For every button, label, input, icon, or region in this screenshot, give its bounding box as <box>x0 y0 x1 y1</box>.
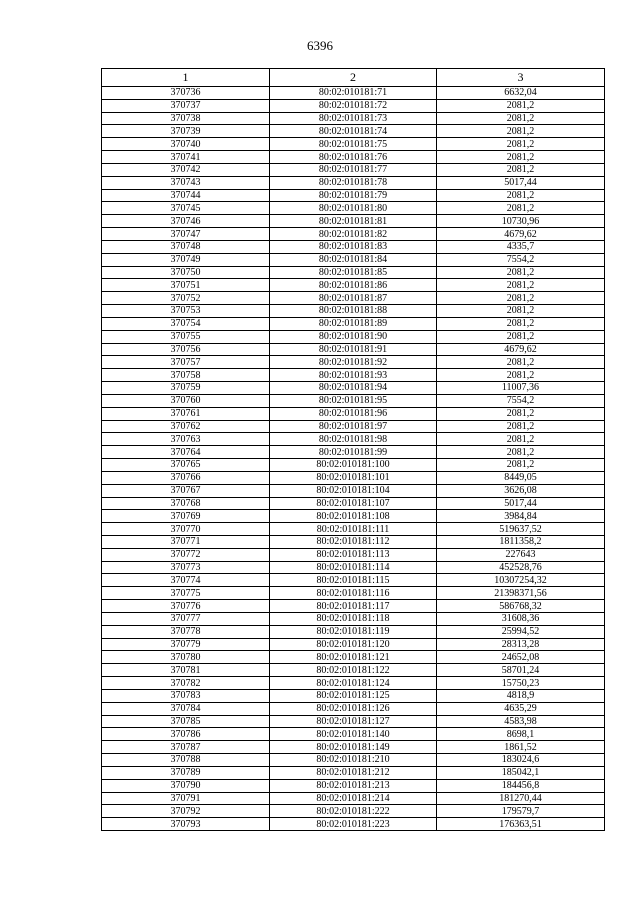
cell-number: 370790 <box>102 779 270 792</box>
cell-number: 370740 <box>102 138 270 151</box>
header-row <box>102 69 605 87</box>
cell-cadastral-id: 80:02:010181:115 <box>270 574 437 587</box>
table-row <box>102 266 605 279</box>
cell-value: 2081,2 <box>437 151 605 164</box>
table-row <box>102 574 605 587</box>
cell-cadastral-id: 80:02:010181:83 <box>270 240 437 253</box>
table-row <box>102 728 605 741</box>
cell-value: 4679,62 <box>437 228 605 241</box>
cell-value: 2081,2 <box>437 356 605 369</box>
table-row <box>102 510 605 523</box>
table-row <box>102 497 605 510</box>
table-row <box>102 151 605 164</box>
cell-number: 370744 <box>102 189 270 202</box>
cell-cadastral-id: 80:02:010181:92 <box>270 356 437 369</box>
cell-number: 370739 <box>102 125 270 138</box>
cell-value: 10730,96 <box>437 215 605 228</box>
cell-cadastral-id: 80:02:010181:127 <box>270 715 437 728</box>
table-row <box>102 459 605 472</box>
cell-value: 1811358,2 <box>437 535 605 548</box>
cell-number: 370749 <box>102 253 270 266</box>
cell-number: 370787 <box>102 741 270 754</box>
cell-cadastral-id: 80:02:010181:99 <box>270 446 437 459</box>
cell-number: 370737 <box>102 99 270 112</box>
cell-cadastral-id: 80:02:010181:116 <box>270 587 437 600</box>
cell-number: 370761 <box>102 407 270 420</box>
cell-value: 586768,32 <box>437 600 605 613</box>
cell-value: 181270,44 <box>437 792 605 805</box>
cell-cadastral-id: 80:02:010181:112 <box>270 535 437 548</box>
cell-value: 5017,44 <box>437 497 605 510</box>
table-row <box>102 382 605 395</box>
cell-number: 370756 <box>102 343 270 356</box>
cell-number: 370792 <box>102 805 270 818</box>
cell-number: 370743 <box>102 176 270 189</box>
table-body <box>102 87 605 831</box>
cell-number: 370780 <box>102 651 270 664</box>
cell-number: 370755 <box>102 330 270 343</box>
table-row <box>102 253 605 266</box>
cell-number: 370760 <box>102 394 270 407</box>
cell-number: 370791 <box>102 792 270 805</box>
cell-value: 2081,2 <box>437 138 605 151</box>
cell-number: 370769 <box>102 510 270 523</box>
cell-value: 2081,2 <box>437 99 605 112</box>
cell-number: 370793 <box>102 818 270 831</box>
cell-number: 370765 <box>102 459 270 472</box>
cell-cadastral-id: 80:02:010181:75 <box>270 138 437 151</box>
cell-value: 2081,2 <box>437 305 605 318</box>
column-header: 3 <box>437 69 605 87</box>
cell-number: 370784 <box>102 702 270 715</box>
table-row <box>102 535 605 548</box>
table-row <box>102 818 605 831</box>
cell-cadastral-id: 80:02:010181:79 <box>270 189 437 202</box>
table-row <box>102 317 605 330</box>
table-row <box>102 356 605 369</box>
cell-cadastral-id: 80:02:010181:86 <box>270 279 437 292</box>
cell-value: 2081,2 <box>437 459 605 472</box>
cell-value: 4335,7 <box>437 240 605 253</box>
table-row <box>102 99 605 112</box>
cell-value: 6632,04 <box>437 87 605 100</box>
cell-number: 370779 <box>102 638 270 651</box>
cell-cadastral-id: 80:02:010181:78 <box>270 176 437 189</box>
cell-value: 3984,84 <box>437 510 605 523</box>
table-row <box>102 189 605 202</box>
table-row <box>102 394 605 407</box>
cell-value: 28313,28 <box>437 638 605 651</box>
table-row <box>102 471 605 484</box>
table-row <box>102 805 605 818</box>
cell-value: 2081,2 <box>437 292 605 305</box>
cell-number: 370752 <box>102 292 270 305</box>
cell-cadastral-id: 80:02:010181:81 <box>270 215 437 228</box>
table-row <box>102 792 605 805</box>
cell-number: 370777 <box>102 612 270 625</box>
cell-value: 176363,51 <box>437 818 605 831</box>
cell-value: 2081,2 <box>437 112 605 125</box>
cell-value: 10307254,32 <box>437 574 605 587</box>
cell-cadastral-id: 80:02:010181:77 <box>270 163 437 176</box>
cell-value: 8698,1 <box>437 728 605 741</box>
cell-value: 25994,52 <box>437 625 605 638</box>
cell-cadastral-id: 80:02:010181:84 <box>270 253 437 266</box>
cell-cadastral-id: 80:02:010181:94 <box>270 382 437 395</box>
table-row <box>102 305 605 318</box>
table-row <box>102 766 605 779</box>
cell-cadastral-id: 80:02:010181:111 <box>270 523 437 536</box>
cell-number: 370783 <box>102 689 270 702</box>
cell-number: 370773 <box>102 561 270 574</box>
cell-number: 370741 <box>102 151 270 164</box>
data-table <box>101 68 605 831</box>
cell-value: 2081,2 <box>437 163 605 176</box>
cell-cadastral-id: 80:02:010181:101 <box>270 471 437 484</box>
cell-value: 452528,76 <box>437 561 605 574</box>
table-row <box>102 138 605 151</box>
cell-number: 370748 <box>102 240 270 253</box>
cell-number: 370766 <box>102 471 270 484</box>
cell-number: 370782 <box>102 677 270 690</box>
cell-cadastral-id: 80:02:010181:126 <box>270 702 437 715</box>
cell-cadastral-id: 80:02:010181:210 <box>270 754 437 767</box>
cell-number: 370778 <box>102 625 270 638</box>
cell-value: 3626,08 <box>437 484 605 497</box>
cell-value: 519637,52 <box>437 523 605 536</box>
cell-value: 8449,05 <box>437 471 605 484</box>
table-row <box>102 176 605 189</box>
cell-value: 2081,2 <box>437 266 605 279</box>
cell-number: 370781 <box>102 664 270 677</box>
cell-cadastral-id: 80:02:010181:214 <box>270 792 437 805</box>
cell-cadastral-id: 80:02:010181:120 <box>270 638 437 651</box>
cell-cadastral-id: 80:02:010181:117 <box>270 600 437 613</box>
cell-cadastral-id: 80:02:010181:213 <box>270 779 437 792</box>
cell-cadastral-id: 80:02:010181:72 <box>270 99 437 112</box>
table-row <box>102 548 605 561</box>
cell-cadastral-id: 80:02:010181:122 <box>270 664 437 677</box>
cell-cadastral-id: 80:02:010181:125 <box>270 689 437 702</box>
table-row <box>102 215 605 228</box>
cell-number: 370774 <box>102 574 270 587</box>
cell-cadastral-id: 80:02:010181:119 <box>270 625 437 638</box>
cell-cadastral-id: 80:02:010181:74 <box>270 125 437 138</box>
cell-number: 370751 <box>102 279 270 292</box>
table-row <box>102 407 605 420</box>
cell-value: 183024,6 <box>437 754 605 767</box>
cell-value: 31608,36 <box>437 612 605 625</box>
table-row <box>102 651 605 664</box>
cell-number: 370767 <box>102 484 270 497</box>
cell-value: 7554,2 <box>437 253 605 266</box>
cell-cadastral-id: 80:02:010181:98 <box>270 433 437 446</box>
cell-value: 184456,8 <box>437 779 605 792</box>
cell-value: 4679,62 <box>437 343 605 356</box>
table-row <box>102 202 605 215</box>
cell-value: 185042,1 <box>437 766 605 779</box>
cell-value: 5017,44 <box>437 176 605 189</box>
cell-number: 370747 <box>102 228 270 241</box>
table-row <box>102 228 605 241</box>
cell-value: 4583,98 <box>437 715 605 728</box>
cell-cadastral-id: 80:02:010181:124 <box>270 677 437 690</box>
cell-value: 2081,2 <box>437 330 605 343</box>
table-row <box>102 330 605 343</box>
table-row <box>102 446 605 459</box>
cell-cadastral-id: 80:02:010181:104 <box>270 484 437 497</box>
cell-value: 2081,2 <box>437 189 605 202</box>
cell-cadastral-id: 80:02:010181:114 <box>270 561 437 574</box>
table-row <box>102 600 605 613</box>
table-row <box>102 689 605 702</box>
cell-value: 1861,52 <box>437 741 605 754</box>
cell-cadastral-id: 80:02:010181:108 <box>270 510 437 523</box>
cell-cadastral-id: 80:02:010181:222 <box>270 805 437 818</box>
cell-cadastral-id: 80:02:010181:73 <box>270 112 437 125</box>
cell-number: 370750 <box>102 266 270 279</box>
cell-value: 2081,2 <box>437 317 605 330</box>
cell-number: 370776 <box>102 600 270 613</box>
cell-value: 24652,08 <box>437 651 605 664</box>
cell-number: 370746 <box>102 215 270 228</box>
table-row <box>102 87 605 100</box>
cell-number: 370775 <box>102 587 270 600</box>
cell-cadastral-id: 80:02:010181:93 <box>270 369 437 382</box>
cell-value: 2081,2 <box>437 369 605 382</box>
table-row <box>102 343 605 356</box>
cell-cadastral-id: 80:02:010181:107 <box>270 497 437 510</box>
cell-value: 58701,24 <box>437 664 605 677</box>
cell-number: 370759 <box>102 382 270 395</box>
cell-number: 370770 <box>102 523 270 536</box>
cell-number: 370788 <box>102 754 270 767</box>
table-row <box>102 433 605 446</box>
table-row <box>102 612 605 625</box>
cell-cadastral-id: 80:02:010181:113 <box>270 548 437 561</box>
table-row <box>102 125 605 138</box>
cell-number: 370772 <box>102 548 270 561</box>
cell-value: 227643 <box>437 548 605 561</box>
table-row <box>102 369 605 382</box>
cell-number: 370736 <box>102 87 270 100</box>
cell-number: 370763 <box>102 433 270 446</box>
cell-value: 21398371,56 <box>437 587 605 600</box>
table-row <box>102 561 605 574</box>
cell-cadastral-id: 80:02:010181:76 <box>270 151 437 164</box>
cell-value: 179579,7 <box>437 805 605 818</box>
cell-cadastral-id: 80:02:010181:87 <box>270 292 437 305</box>
cell-cadastral-id: 80:02:010181:121 <box>270 651 437 664</box>
table-row <box>102 420 605 433</box>
table-row <box>102 754 605 767</box>
cell-number: 370786 <box>102 728 270 741</box>
cell-cadastral-id: 80:02:010181:91 <box>270 343 437 356</box>
cell-cadastral-id: 80:02:010181:149 <box>270 741 437 754</box>
table-row <box>102 112 605 125</box>
cell-number: 370757 <box>102 356 270 369</box>
cell-cadastral-id: 80:02:010181:85 <box>270 266 437 279</box>
table-row <box>102 625 605 638</box>
cell-value: 7554,2 <box>437 394 605 407</box>
cell-value: 4818,9 <box>437 689 605 702</box>
cell-cadastral-id: 80:02:010181:140 <box>270 728 437 741</box>
table-row <box>102 279 605 292</box>
cell-number: 370785 <box>102 715 270 728</box>
column-header: 2 <box>270 69 437 87</box>
table-row <box>102 664 605 677</box>
table-row <box>102 702 605 715</box>
cell-cadastral-id: 80:02:010181:95 <box>270 394 437 407</box>
cell-number: 370762 <box>102 420 270 433</box>
cell-value: 2081,2 <box>437 420 605 433</box>
column-header: 1 <box>102 69 270 87</box>
cell-cadastral-id: 80:02:010181:97 <box>270 420 437 433</box>
cell-value: 2081,2 <box>437 433 605 446</box>
table-row <box>102 484 605 497</box>
cell-cadastral-id: 80:02:010181:118 <box>270 612 437 625</box>
cell-cadastral-id: 80:02:010181:96 <box>270 407 437 420</box>
cell-number: 370764 <box>102 446 270 459</box>
cell-cadastral-id: 80:02:010181:82 <box>270 228 437 241</box>
cell-number: 370745 <box>102 202 270 215</box>
cell-cadastral-id: 80:02:010181:89 <box>270 317 437 330</box>
cell-number: 370758 <box>102 369 270 382</box>
cell-cadastral-id: 80:02:010181:80 <box>270 202 437 215</box>
cell-value: 2081,2 <box>437 407 605 420</box>
cell-cadastral-id: 80:02:010181:212 <box>270 766 437 779</box>
cell-number: 370768 <box>102 497 270 510</box>
cell-value: 4635,29 <box>437 702 605 715</box>
table-row <box>102 677 605 690</box>
cell-cadastral-id: 80:02:010181:71 <box>270 87 437 100</box>
cell-value: 2081,2 <box>437 125 605 138</box>
cell-value: 2081,2 <box>437 279 605 292</box>
cell-cadastral-id: 80:02:010181:100 <box>270 459 437 472</box>
cell-number: 370771 <box>102 535 270 548</box>
table-row <box>102 163 605 176</box>
cell-cadastral-id: 80:02:010181:223 <box>270 818 437 831</box>
cell-value: 15750,23 <box>437 677 605 690</box>
table-row <box>102 715 605 728</box>
cell-value: 2081,2 <box>437 446 605 459</box>
cell-number: 370753 <box>102 305 270 318</box>
cell-number: 370789 <box>102 766 270 779</box>
page-number: 6396 <box>307 38 333 53</box>
cell-cadastral-id: 80:02:010181:88 <box>270 305 437 318</box>
table-row <box>102 638 605 651</box>
cell-value: 11007,36 <box>437 382 605 395</box>
table-row <box>102 741 605 754</box>
table-row <box>102 240 605 253</box>
table-row <box>102 779 605 792</box>
cell-number: 370754 <box>102 317 270 330</box>
table-row <box>102 587 605 600</box>
table-row <box>102 292 605 305</box>
cell-cadastral-id: 80:02:010181:90 <box>270 330 437 343</box>
cell-number: 370738 <box>102 112 270 125</box>
cell-number: 370742 <box>102 163 270 176</box>
table-row <box>102 523 605 536</box>
cell-value: 2081,2 <box>437 202 605 215</box>
